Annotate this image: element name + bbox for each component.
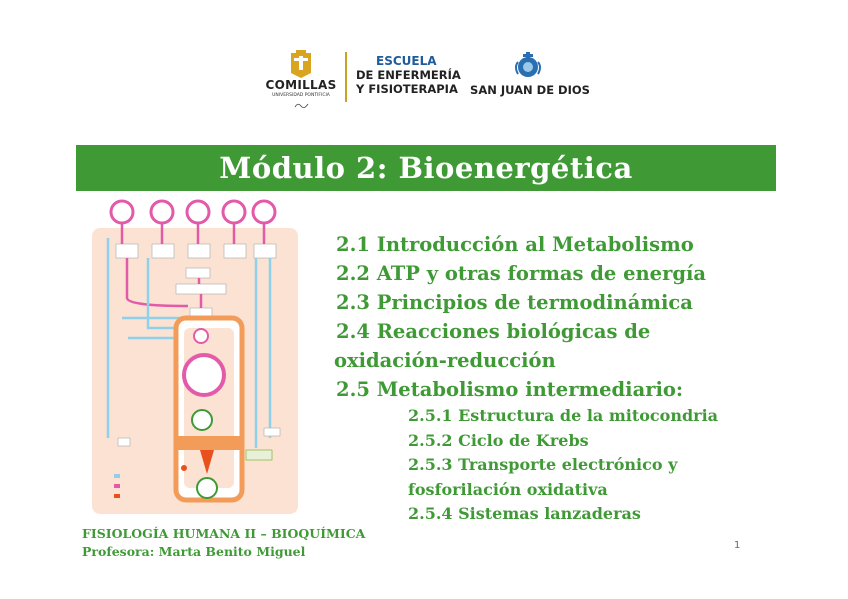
footer-course-info — [82, 525, 365, 561]
logo-separator — [345, 52, 347, 102]
title-bar — [76, 145, 776, 191]
sjd-name: SAN JUAN DE DIOS — [470, 83, 590, 97]
escuela-line3: Y FISIOTERAPIA — [356, 82, 458, 96]
page-number: 1 — [734, 540, 741, 551]
sjd-logo — [470, 50, 590, 110]
comillas-logo — [260, 48, 342, 120]
toc-item-2-5-3-cont: fosforilación oxidativa — [408, 479, 608, 499]
header-logos — [0, 48, 848, 128]
toc-item-2-5-4: 2.5.4 Sistemas lanzaderas — [408, 504, 641, 523]
course-name: FISIOLOGÍA HUMANA II – BIOQUÍMICA — [82, 526, 366, 541]
escuela-logo — [356, 54, 461, 96]
teacher-name: Profesora: Marta Benito Miguel — [82, 544, 306, 559]
toc-item-2-5-3: 2.5.3 Transporte electrónico y — [408, 455, 678, 474]
toc-item-2-4-cont: oxidación-reducción — [334, 349, 556, 372]
page-title: Módulo 2: Bioenergética — [219, 151, 633, 185]
toc-item-2-1: 2.1 Introducción al Metabolismo — [336, 233, 694, 256]
signature-icon — [294, 101, 310, 109]
toc-item-2-4: 2.4 Reacciones biológicas de — [336, 320, 651, 343]
toc-item-2-3: 2.3 Principios de termodinámica — [336, 291, 693, 314]
toc-item-2-2: 2.2 ATP y otras formas de energía — [336, 262, 707, 285]
toc-item-2-5: 2.5 Metabolismo intermediario: — [336, 378, 684, 401]
comillas-crest-icon — [288, 50, 314, 78]
metabolism-diagram — [88, 198, 306, 518]
pomegranate-emblem-icon — [512, 50, 544, 80]
comillas-subtitle: UNIVERSIDAD PONTIFICIA — [272, 93, 330, 98]
toc-item-2-5-1: 2.5.1 Estructura de la mitocondria — [408, 406, 719, 425]
table-of-contents — [336, 230, 718, 527]
escuela-line2: DE ENFERMERÍA — [356, 68, 461, 82]
toc-item-2-5-2: 2.5.2 Ciclo de Krebs — [408, 430, 589, 450]
escuela-line1: ESCUELA — [376, 54, 437, 68]
comillas-name: COMILLAS — [265, 78, 337, 92]
